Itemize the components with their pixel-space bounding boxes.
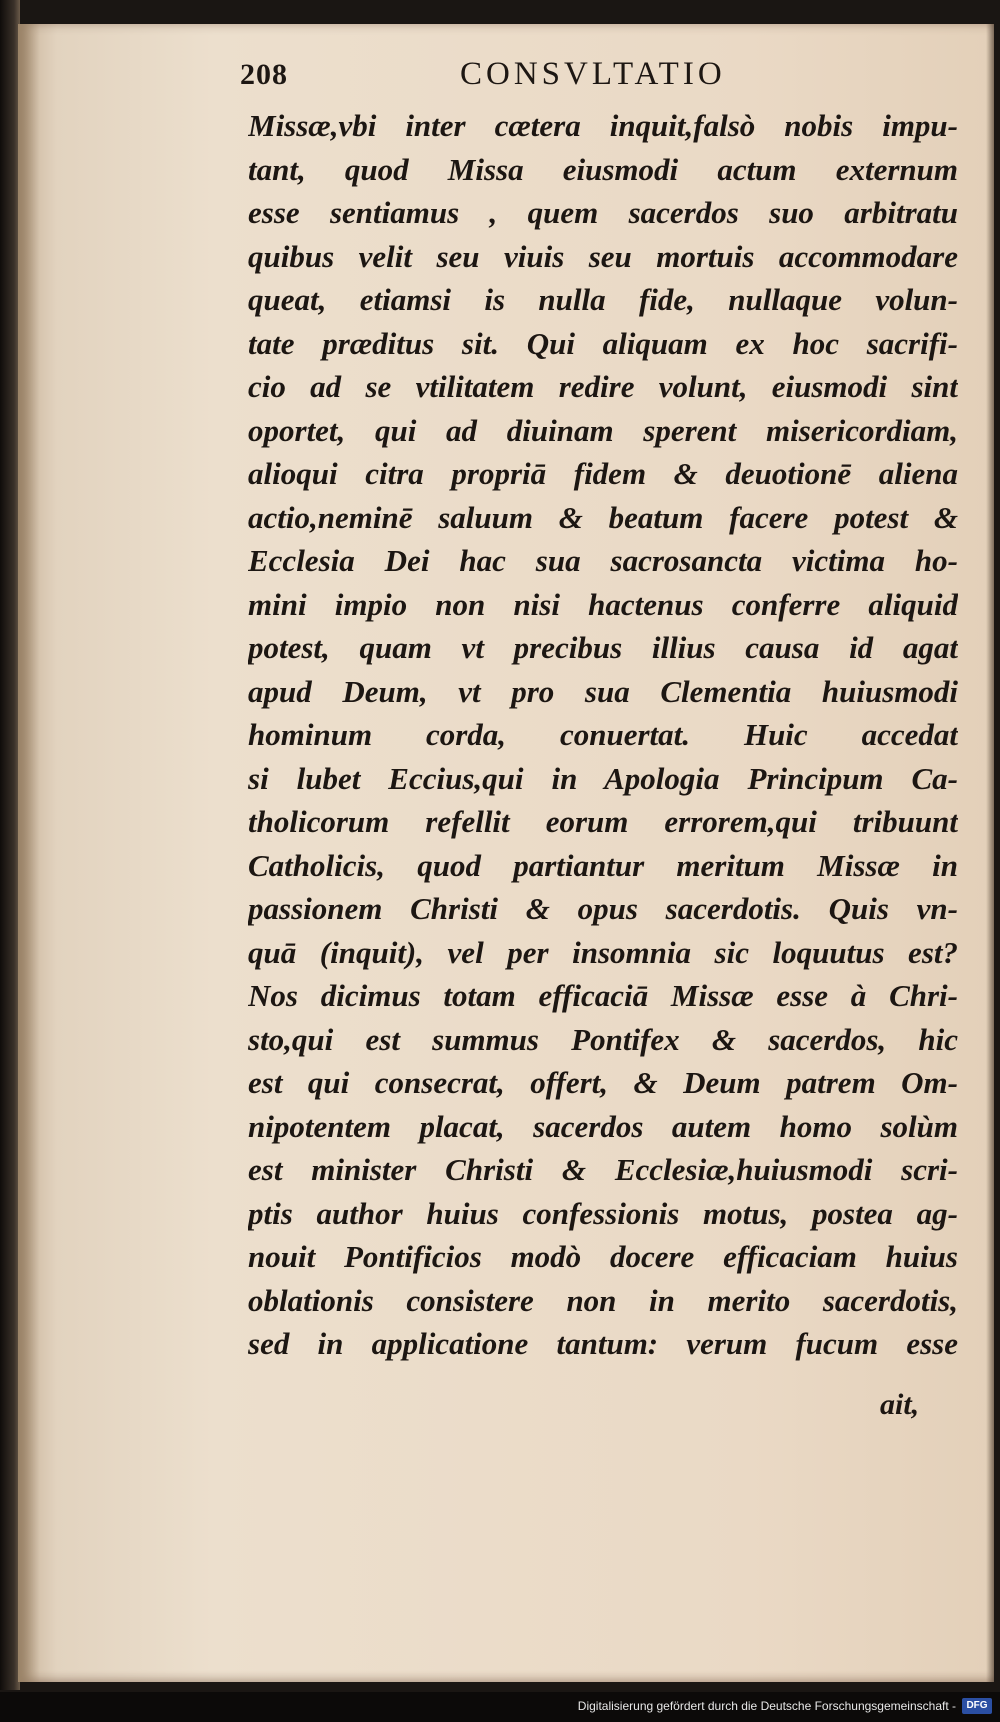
text-line: Nos dicimus totam efficaciā Missæ esse à Chri-	[248, 978, 958, 1013]
page-header	[228, 54, 928, 98]
text-line: cio ad se vtilitatem redire volunt, eiusmodi sint	[248, 369, 958, 404]
text-line: Ecclesia Dei hac sua sacrosancta victima ho-	[248, 543, 958, 578]
text-line: est qui consecrat, offert, & Deum patrem Om-	[248, 1065, 958, 1100]
text-line: sto,qui est summus Pontifex & sacerdos, hic	[248, 1021, 958, 1057]
text-line: potest, quam vt precibus illius causa id agat	[248, 630, 958, 665]
text-line: tate præditus sit. Qui aliquam ex hoc sacrifi-	[248, 325, 958, 361]
running-title: CONSVLTATIO	[460, 56, 726, 92]
text-line: Missæ,vbi inter cætera inquit,falsò nobis impu-	[248, 108, 958, 143]
text-line: tholicorum refellit eorum errorem,qui tribuunt	[248, 804, 958, 839]
text-line: sed in applicatione tantum: verum fucum esse	[248, 1326, 958, 1361]
page-edge-shadow	[986, 24, 994, 1682]
body-text	[248, 104, 958, 1366]
text-line: Catholicis, quod partiantur meritum Missæ in	[248, 847, 958, 883]
text-line: nipotentem placat, sacerdos autem homo solùm	[248, 1108, 958, 1144]
text-line: quibus velit seu viuis seu mortuis accommodare	[248, 238, 958, 274]
catchword: ait,	[880, 1388, 920, 1421]
book-edge	[0, 0, 20, 1690]
text-line: apud Deum, vt pro sua Clementia huiusmodi	[248, 673, 958, 709]
dfg-logo: DFG	[962, 1698, 992, 1714]
funding-credit: Digitalisierung gefördert durch die Deutsche Forschungsgemeinschaft -	[577, 1699, 956, 1713]
text-line: passionem Christi & opus sacerdotis. Quis vn-	[248, 891, 958, 926]
text-line: ptis author huius confessionis motus, postea ag-	[248, 1195, 958, 1231]
text-line: si lubet Eccius,qui in Apologia Principum Ca-	[248, 760, 958, 796]
text-line: quā (inquit), vel per insomnia sic loquutus est?	[248, 934, 958, 970]
text-line: nouit Pontificios modò docere efficaciam huius	[248, 1239, 958, 1274]
text-line: hominum corda, conuertat. Huic accedat	[248, 717, 958, 752]
text-line: actio,neminē saluum & beatum facere potest &	[248, 499, 958, 535]
text-line: tant, quod Missa eiusmodi actum externum	[248, 151, 958, 187]
text-line: mini impio non nisi hactenus conferre aliquid	[248, 586, 958, 622]
page-number: 208	[240, 58, 288, 91]
text-line: oportet, qui ad diuinam sperent misericordiam,	[248, 412, 958, 448]
text-line: queat, etiamsi is nulla fide, nullaque volun-	[248, 282, 958, 317]
footer-bar	[0, 1692, 1000, 1722]
text-line: alioqui citra propriā fidem & deuotionē aliena	[248, 456, 958, 491]
page-gutter	[18, 24, 40, 1682]
text-line: oblationis consistere non in merito sacerdotis,	[248, 1282, 958, 1318]
text-line: esse sentiamus , quem sacerdos suo arbitratu	[248, 195, 958, 230]
text-line: est minister Christi & Ecclesiæ,huiusmodi scri-	[248, 1152, 958, 1187]
